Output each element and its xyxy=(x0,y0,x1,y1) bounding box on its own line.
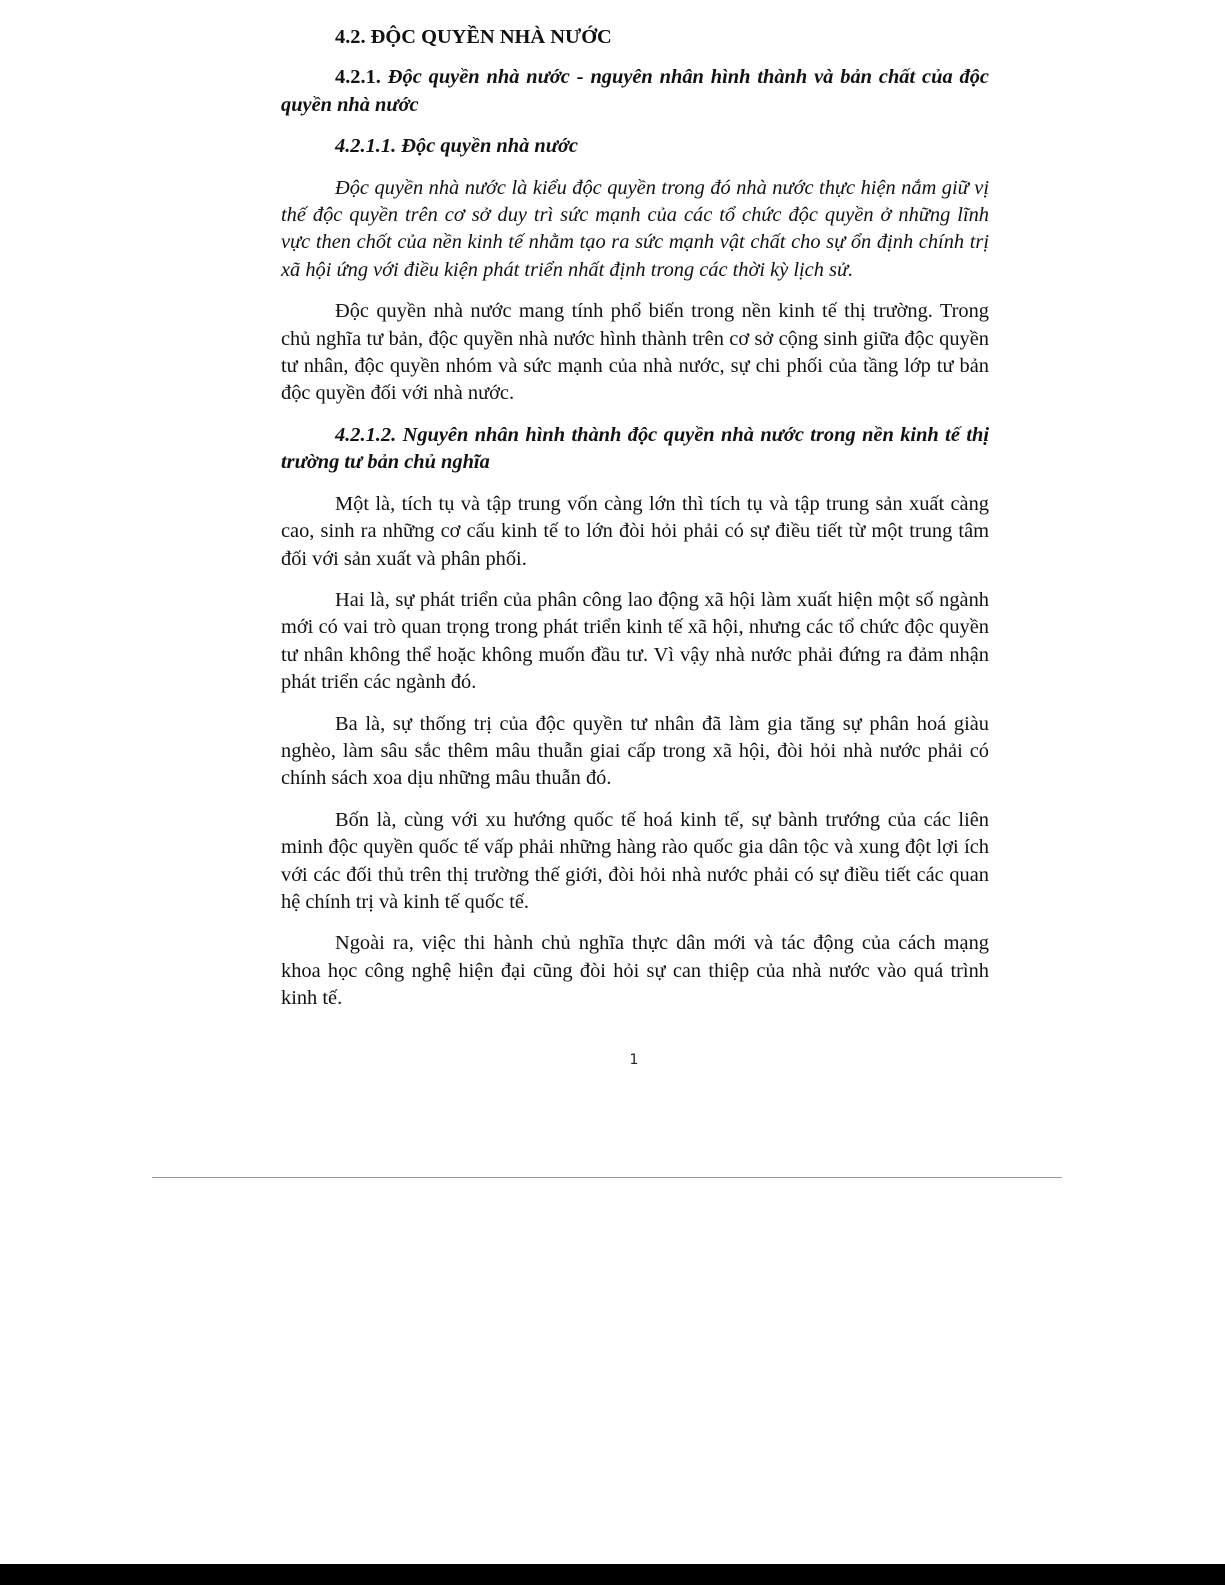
heading-subsection-number: 4.2.1. xyxy=(335,66,388,89)
page-break-divider xyxy=(152,1177,1062,1178)
page-number: 1 xyxy=(629,1052,639,1068)
paragraph-1: Độc quyền nhà nước mang tính phổ biến trong nền kinh tế thị trường. Trong chủ nghĩa tư bản, độc quyền nhà nước hình thành trên cơ sở cộng sinh giữa độc quyền tư nhân, độc quyền nhóm và sức mạnh của nhà nước, sự chi phối của tầng lớp tư bản độc quyền đối với nhà nước. xyxy=(281,300,989,405)
heading-subsubsection-1: 4.2.1.1. Độc quyền nhà nước xyxy=(335,135,578,158)
paragraph-3: Hai là, sự phát triển của phân công lao động xã hội làm xuất hiện một số ngành mới có vai trò quan trọng trong phát triển kinh tế xã hội, nhưng các tổ chức độc quyền tư nhân không thể hoặc không muốn đầu tư. Vì vậy nhà nước phải đứng ra đảm nhận phát triển các ngành đó. xyxy=(281,588,989,694)
paragraph-6: Ngoài ra, việc thi hành chủ nghĩa thực dân mới và tác động của cách mạng khoa học công nghệ hiện đại cũng đòi hỏi sự can thiệp của nhà nước vào quá trình kinh tế. xyxy=(281,932,989,1010)
bottom-edge-bar xyxy=(0,1564,1225,1585)
paragraph-2: Một là, tích tụ và tập trung vốn càng lớn thì tích tụ và tập trung sản xuất càng cao, sinh ra những cơ cấu kinh tế to lớn đòi hỏi phải có sự điều tiết từ một trung tâm đối với sản xuất và phân phối. xyxy=(281,492,989,570)
heading-section: 4.2. ĐỘC QUYỀN NHÀ NƯỚC xyxy=(335,26,612,48)
document-body xyxy=(281,24,989,1027)
paragraph-4: Ba là, sự thống trị của độc quyền tư nhân đã làm gia tăng sự phân hoá giàu nghèo, làm sâu sắc thêm mâu thuẫn giai cấp trong xã hội, đòi hỏi nhà nước phải có chính sách xoa dịu những mâu thuẫn đó. xyxy=(281,712,989,790)
definition-paragraph: Độc quyền nhà nước là kiểu độc quyền trong đó nhà nước thực hiện nắm giữ vị thế độc quyền trên cơ sở duy trì sức mạnh của các tổ chức độc quyền ở những lĩnh vực then chốt của nền kinh tế nhằm tạo ra sức mạnh vật chất cho sự ổn định chính trị xã hội ứng với điều kiện phát triển nhất định trong các thời kỳ lịch sử. xyxy=(281,176,989,281)
heading-subsection xyxy=(281,64,989,119)
paragraph-5: Bốn là, cùng với xu hướng quốc tế hoá kinh tế, sự bành trướng của các liên minh độc quyền quốc tế vấp phải những hàng rào quốc gia dân tộc và xung đột lợi ích với các đối thủ trên thị trường thế giới, đòi hỏi nhà nước phải có sự điều tiết các quan hệ chính trị và kinh tế quốc tế. xyxy=(281,808,989,913)
heading-subsection-title: Độc quyền nhà nước - nguyên nhân hình thành và bản chất của độc quyền nhà nước xyxy=(281,66,989,116)
heading-subsubsection-2: 4.2.1.2. Nguyên nhân hình thành độc quyền nhà nước trong nền kinh tế thị trường tư bản chủ nghĩa xyxy=(281,423,989,474)
